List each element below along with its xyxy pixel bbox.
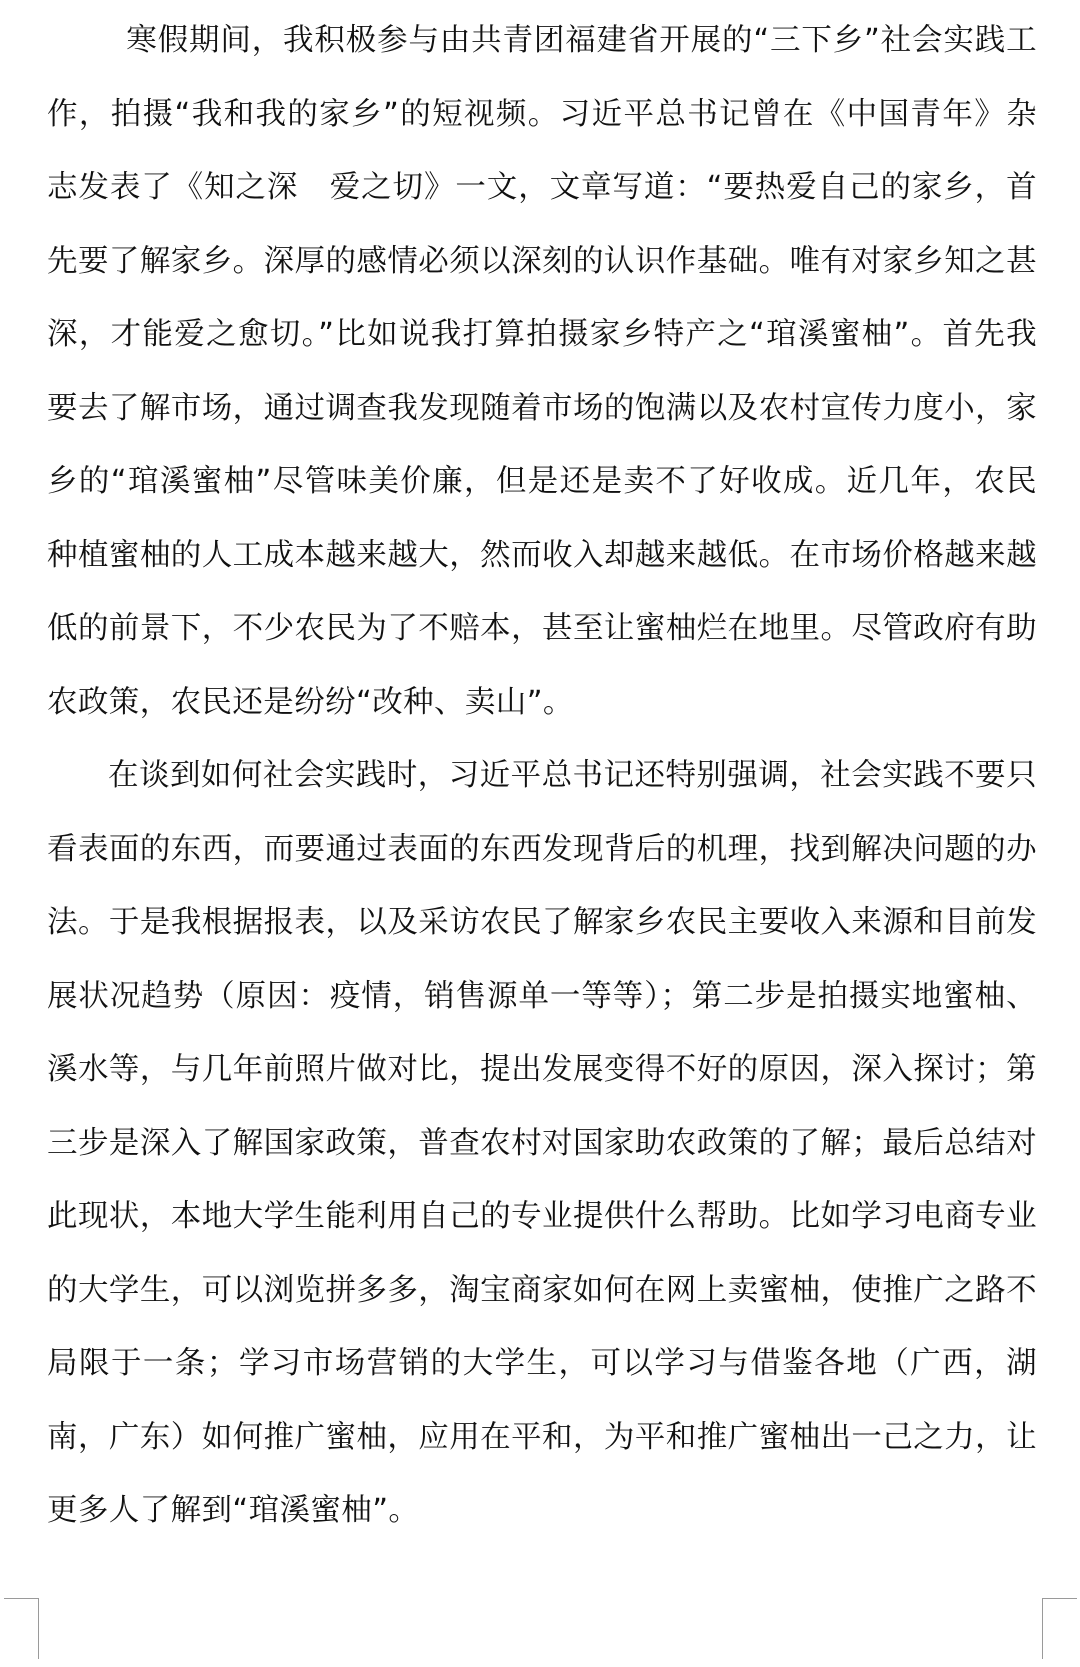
margin-crop-mark-left	[4, 1598, 39, 1659]
margin-crop-mark-right	[1042, 1598, 1077, 1659]
document-body	[47, 4, 1037, 1548]
paragraph-social-practice-method: 在谈到如何社会实践时，习近平总书记还特别强调，社会实践不要只看表面的东西，而要通过表面的东西发现背后的机理，找到解决问题的办法。于是我根据报表，以及采访农民了解家乡农民主要收入来源和目前发展状况趋势（原因：疫情，销售源单一等等）；第二步是拍摄实地蜜柚、溪水等，与几年前照片做对比，提出发展变得不好的原因，深入探讨；第三步是深入了解国家政策，普查农村对国家助农政策的了解；最后总结对此现状，本地大学生能利用自己的专业提供什么帮助。比如学习电商专业的大学生，可以浏览拼多多，淘宝商家如何在网上卖蜜柚，使推广之路不局限于一条；学习市场营销的大学生，可以学习与借鉴各地（广西，湖南，广东）如何推广蜜柚，应用在平和，为平和推广蜜柚出一己之力，让更多人了解到“琯溪蜜柚”。	[47, 758, 1037, 1528]
paragraph-winter-vacation-practice: 寒假期间，我积极参与由共青团福建省开展的“三下乡”社会实践工作，拍摄“我和我的家乡”的短视频。习近平总书记曾在《中国青年》杂志发表了《知之深 爱之切》一文，文章写道：“要热爱自己的家乡，首先要了解家乡。深厚的感情必须以深刻的认识作基础。唯有对家乡知之甚深，才能爱之愈切。”比如说我打算拍摄家乡特产之“琯溪蜜柚”。首先我要去了解市场，通过调查我发现随着市场的饱满以及农村宣传力度小，家乡的“琯溪蜜柚”尽管味美价廉，但是还是卖不了好收成。近几年，农民种植蜜柚的人工成本越来越大，然而收入却越来越低。在市场价格越来越低的前景下，不少农民为了不赔本，甚至让蜜柚烂在地里。尽管政府有助农政策，农民还是纷纷“改种、卖山”。	[47, 23, 1037, 720]
